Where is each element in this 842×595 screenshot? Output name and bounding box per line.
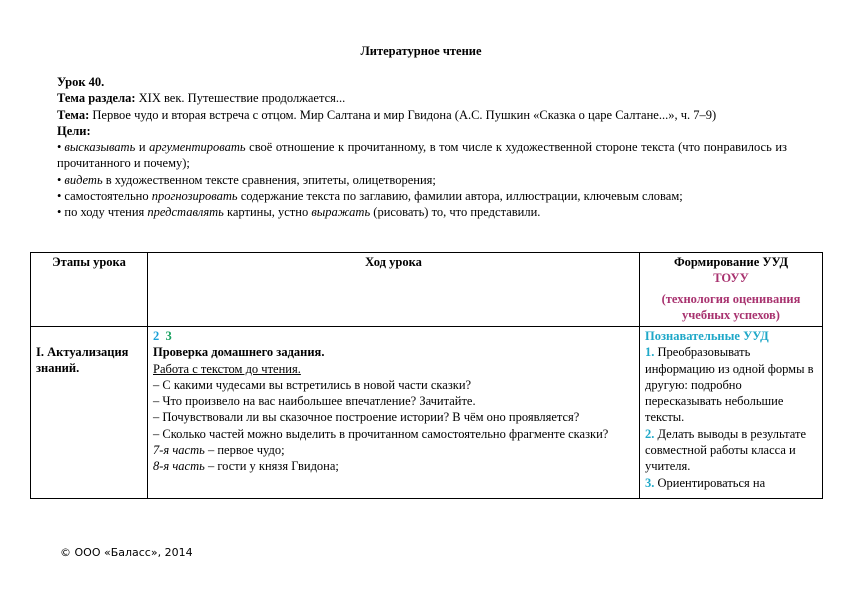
goal-text: самостоятельно <box>64 189 152 204</box>
header-touu-desc: (технология оценивания учебных успехов) <box>661 291 801 322</box>
goal-text: по ходу чтения <box>64 205 148 220</box>
uud-text: Ориентироваться на <box>654 475 766 490</box>
header-touu: ТОУУ <box>713 271 749 286</box>
goal-item <box>57 204 787 220</box>
lesson-intro <box>57 74 787 221</box>
stage-cell: I. Актуализация знаний. <box>31 327 148 499</box>
slide-ref: 3 <box>165 329 172 343</box>
table-header-row <box>31 253 823 327</box>
goal-verb: аргументировать <box>149 140 246 155</box>
goal-text: своё отношение к прочитанному, в том числе к художественной стороне текста (что понравилось из прочитанного и почему); <box>57 140 787 171</box>
slide-ref: 2 <box>153 329 160 343</box>
slide-refs <box>153 328 634 344</box>
lesson-number: Урок 40. <box>57 75 105 89</box>
goal-item <box>57 139 787 172</box>
step-subheading: Работа с текстом до чтения. <box>153 361 301 376</box>
question-item: – Почувствовали ли вы сказочное построение истории? В чём оно проявляется? <box>153 410 580 425</box>
question-item: – Что произвело на вас наибольшее впечатление? Зачитайте. <box>153 394 476 409</box>
question-item: – Сколько частей можно выделить в прочитанном самостоятельно фрагменте сказки? <box>153 426 609 441</box>
section-line <box>57 90 787 106</box>
topic-value: Первое чудо и вторая встреча с отцом. Мир Салтана и мир Гвидона (А.С. Пушкин «Сказка о царе Салтане...», ч. 7–9) <box>92 107 717 122</box>
header-uud <box>640 253 823 327</box>
section-value: XIX век. Путешествие продолжается... <box>138 91 346 106</box>
goal-verb: видеть <box>64 172 103 187</box>
topic-line <box>57 107 787 123</box>
part-text: – гости у князя Гвидона; <box>204 459 339 474</box>
uud-text: Преобразовывать информацию из одной формы в другую: подробно пересказывать небольшие тексты. <box>645 345 814 425</box>
uud-cell <box>640 327 823 499</box>
part-label: 7-я часть <box>153 443 205 458</box>
goal-verb: представлять <box>147 205 224 220</box>
goal-text: и <box>135 140 150 155</box>
part-label: 8-я часть <box>153 459 205 474</box>
topic-label: Тема: <box>57 107 90 122</box>
uud-number: 1. <box>645 345 655 360</box>
question-item: – С какими чудесами вы встретились в новой части сказки? <box>153 377 472 392</box>
goal-verb: выражать <box>311 205 371 220</box>
header-course: Ход урока <box>148 253 640 327</box>
uud-number: 2. <box>645 426 655 441</box>
step-heading: Проверка домашнего задания. <box>153 345 325 360</box>
page-title: Литературное чтение <box>360 44 482 58</box>
section-label: Тема раздела: <box>57 91 136 106</box>
goal-item <box>57 188 787 204</box>
part-item <box>153 458 634 474</box>
table-row <box>31 327 823 499</box>
copyright-footer: © ООО «Баласс», 2014 <box>60 546 193 559</box>
course-cell <box>148 327 640 499</box>
goal-verb: прогнозировать <box>151 189 238 204</box>
uud-item <box>645 475 817 491</box>
goal-verb: высказывать <box>64 140 136 155</box>
part-item <box>153 442 634 458</box>
header-stages: Этапы урока <box>31 253 148 327</box>
goal-text: картины, устно <box>223 205 312 220</box>
lesson-table <box>30 252 823 499</box>
goal-text: в художественном тексте сравнения, эпитеты, олицетворения; <box>102 172 436 187</box>
uud-item <box>645 344 817 425</box>
header-uud-title: Формирование УУД <box>673 255 789 269</box>
uud-text: Делать выводы в результате совместной работы класса и учителя. <box>645 426 807 474</box>
uud-number: 3. <box>645 475 655 490</box>
part-text: – первое чудо; <box>204 443 285 458</box>
uud-item <box>645 426 817 475</box>
goal-text: содержание текста по заглавию, фамилии автора, иллюстрации, ключевым словам; <box>237 189 683 204</box>
goal-text: (рисовать) то, что представили. <box>370 205 541 220</box>
goal-item <box>57 172 787 188</box>
uud-title: Познавательные УУД <box>645 329 769 343</box>
goals-label: Цели: <box>57 123 91 138</box>
